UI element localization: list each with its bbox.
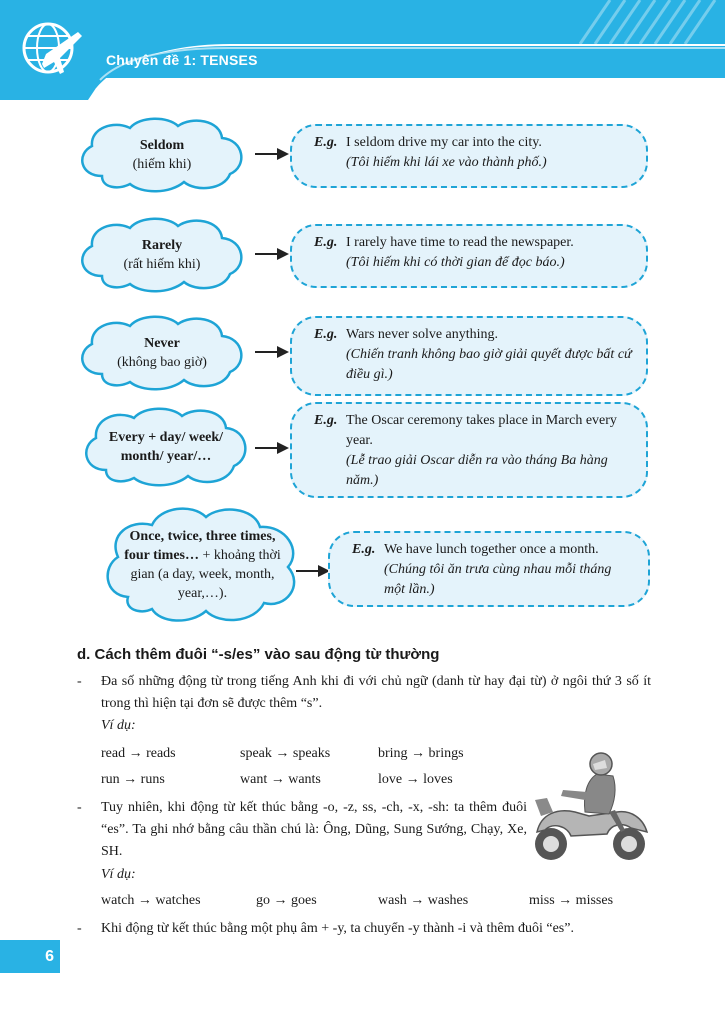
eg-label: E.g. [314,235,338,250]
adverb-row-never [0,308,725,398]
adverb-keyword: Rarely [141,238,183,253]
adverb-keyword: Once, twice, three times, four times… [124,529,276,563]
bullet-dash: - [77,800,82,815]
adverb-meaning: (rất hiếm khi) [123,257,201,272]
adverb-meaning: (hiếm khi) [132,157,192,172]
example-box [290,124,648,188]
cloud-bubble-icon [72,216,252,294]
rule-paragraph: Khi động từ kết thúc bằng một phụ âm + -y, ta chuyển -y thành -i và thêm đuôi “es”. [101,921,574,936]
adverb-row-rarely [0,212,725,297]
arrow-right-icon [255,248,289,260]
example-label: Ví dụ: [101,718,136,733]
arrow-right-icon [255,346,289,358]
bullet-dash: - [77,674,82,689]
adverb-row-seldom [0,112,725,197]
example-translation: (Tôi hiếm khi lái xe vào thành phố.) [346,155,547,170]
eg-label: E.g. [314,135,338,150]
cloud-bubble-icon [72,116,252,194]
example-translation: (Chúng tôi ăn trưa cùng nhau mỗi tháng một lần.) [384,562,612,597]
bullet-dash: - [77,921,82,936]
verb-pair: read → reads [101,746,176,761]
example-sentence: Wars never solve anything. [346,327,499,342]
cloud-bubble-icon [76,406,256,488]
example-translation: (Lễ trao giải Oscar diễn ra vào tháng Ba hàng năm.) [346,453,608,488]
verb-pair: bring → brings [378,746,464,761]
section-heading: d. Cách thêm đuôi “-s/es” vào sau động từ thường [77,646,440,663]
rule-paragraph: Tuy nhiên, khi động từ kết thúc bằng -o, -z, ss, -ch, -x, -sh: ta thêm đuôi “es”. Ta ghi nhớ bằng câu thần chú là: Ông, Dũng, Sung Sướng, Chạy, Xe, SH. [101,800,527,859]
eg-label: E.g. [314,327,338,342]
chapter-title: Chuyên đề 1: TENSES [106,52,258,68]
rule-paragraph: Đa số những động từ trong tiếng Anh khi đi với chủ ngữ (danh từ hay đại từ) ở ngôi thứ 3 số ít trong thì hiện tại đơn sẽ được thêm “s”. [101,674,651,711]
example-box [290,316,648,396]
verb-pair: miss → misses [529,893,614,908]
motorbike-rider-icon [527,752,653,864]
example-sentence: I rarely have time to read the newspaper. [346,235,574,250]
example-translation: (Tôi hiếm khi có thời gian để đọc báo.) [346,255,565,270]
verb-pair: run → runs [101,772,165,787]
verb-pair: wash → washes [378,893,469,908]
example-sentence: We have lunch together once a month. [384,542,599,557]
verb-pair: love → loves [378,772,453,787]
adverb-keyword: Never [144,336,180,351]
adverb-row-every [0,400,725,500]
example-box [290,224,648,288]
example-box [290,402,648,498]
verb-pair: watch → watches [101,893,201,908]
adverb-row-once-twice [0,505,725,630]
adverb-meaning: + khoảng thời gian (a day, week, month, year,…). [130,548,281,601]
adverb-keyword: Every + day/ week/ month/ year/… [108,430,224,464]
example-sentence: The Oscar ceremony takes place in March every year. [346,413,617,448]
eg-label: E.g. [314,413,338,428]
page-header [0,0,725,110]
example-box [328,531,650,607]
verb-pair: want → wants [240,772,321,787]
adverb-keyword: Seldom [139,138,185,153]
adverb-meaning: (không bao giờ) [117,355,207,370]
example-sentence: I seldom drive my car into the city. [346,135,542,150]
arrow-right-icon [296,565,330,577]
verb-pair: speak → speaks [240,746,331,761]
arrow-right-icon [255,148,289,160]
page-number: 6 [0,940,60,973]
globe-plane-icon [16,14,86,84]
verb-pair: go → goes [256,893,317,908]
arrow-right-icon [255,442,289,454]
example-label: Ví dụ: [101,867,136,882]
eg-label: E.g. [352,542,376,557]
cloud-bubble-icon [72,314,252,392]
cloud-bubble-icon [100,505,305,625]
example-translation: (Chiến tranh không bao giờ giải quyết được bất cứ điều gì.) [346,347,632,382]
